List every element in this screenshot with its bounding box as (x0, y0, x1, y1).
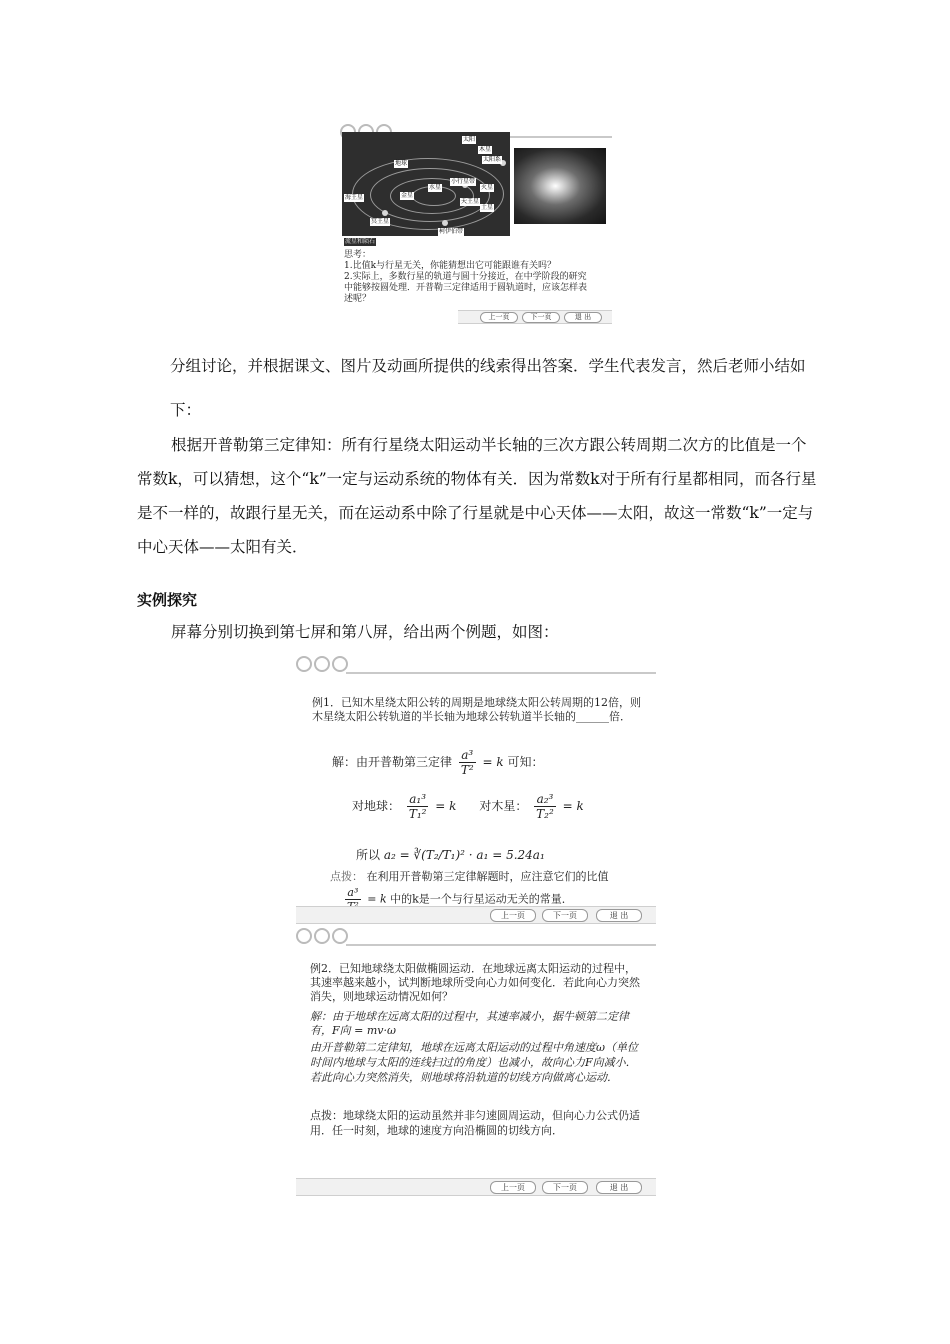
solution-suffix: 可知： (507, 755, 544, 769)
planet-label: 水星 (429, 184, 442, 191)
slide-nav-bar (296, 906, 656, 924)
example-2-tip: 点拨：地球绕太阳的运动虽然并非匀速圆周运动，但向心力公式仍适用．任一时刻，地球的速度方向沿椭圆的切线方向． (310, 1109, 640, 1137)
result-prefix: 所以 (356, 848, 381, 862)
planet-label: 太阳 (463, 136, 476, 143)
slide-example-2 (296, 928, 656, 1196)
tip-label: 点拨： (330, 870, 363, 883)
next-page-button[interactable]: 下一页 (542, 1181, 588, 1194)
slide-example-1 (296, 656, 656, 922)
solution-prefix: 解：由开普勒第三定律 (332, 755, 453, 769)
exit-button[interactable]: 退 出 (596, 909, 642, 922)
question-2: 2.实际上，多数行星的轨道与圆十分接近，在中学阶段的研究中能够按圆处理．开普勒三定律适用于圆轨道时，应该怎样表述呢？ (344, 272, 588, 304)
planet-label: 火星 (481, 184, 494, 191)
example-2-problem: 例2．已知地球绕太阳做椭圆运动．在地球远离太阳运动的过程中，其速率越来越小，试判断地球所受向心力如何变化．若此向心力突然消失，则地球运动情况如何？ (310, 962, 640, 1003)
section-heading: 实例探究 (137, 591, 198, 609)
galaxy-image (514, 148, 606, 224)
planet-label: 太阳系 (483, 156, 502, 163)
top-divider (346, 944, 656, 946)
gear-decoration (296, 928, 350, 944)
tip-line (330, 870, 650, 884)
jupiter-label: 对木星： (479, 799, 528, 813)
prev-page-button[interactable]: 上一页 (490, 1181, 536, 1194)
planet-label: 土星 (481, 204, 494, 211)
result-line (356, 846, 545, 863)
tip-text: 在利用开普勒第三定律解题时，应注意它们的比值 (366, 870, 609, 883)
planet-label: 柯伊伯带 (439, 228, 464, 235)
paragraph-discussion: 分组讨论，并根据课文、图片及动画所提供的线索得出答案．学生代表发言，然后老师小结如下： (170, 357, 806, 419)
slide-nav-bar (458, 310, 612, 324)
exit-button[interactable]: 退 出 (564, 312, 602, 323)
next-page-button[interactable]: 下一页 (542, 909, 588, 922)
result-formula: a₂ = ∛(T₂/T₁)² · a₁ = 5.24a₁ (383, 848, 545, 862)
exit-button[interactable]: 退 出 (596, 1181, 642, 1194)
planet-label: 小行星带 (451, 178, 476, 185)
tip-formula-line: a³ = k 中的k是一个与行星运动无关的常量． (342, 886, 573, 913)
question-1: 1.比值k与行星无关，你能猜想出它可能跟谁有关吗？ (344, 261, 557, 271)
earth-label: 对地球： (352, 799, 401, 813)
think-block (344, 250, 590, 305)
planet-label: 木星 (479, 146, 492, 153)
paragraph-kepler-conclusion: 根据开普勒第三定律知：所有行星绕太阳运动半长轴的三次方跟公转周期二次方的比值是一个常数k，可以猜想，这个“k”一定与运动系统的物体有关．因为常数k对于所有行星都相同，而各行星是不一样的，故跟行星无关，而在运动系中除了行星就是中心天体——太阳，故这一常数“k”一定与中心天体——太阳有关． (137, 436, 817, 556)
prev-page-button[interactable]: 上一页 (480, 312, 518, 323)
tip-text-2: 中的k是一个与行星运动无关的常量． (390, 892, 573, 906)
planet-label: 地球 (395, 160, 408, 167)
example-2-solution-2: 由开普勒第二定律知，地球在远离太阳运动的过程中角速度ω（单位时间内地球与太阳的连线扫过的角度）也减小，故向心力F向减小．若此向心力突然消失，则地球将沿轨道的切线方向做离心运动． (310, 1041, 638, 1084)
slide-solar-system (340, 124, 612, 326)
slide-nav-bar (296, 1178, 656, 1196)
example-2-solution-1: 解：由于地球在远离太阳的过程中，其速率减小，据牛顿第二定律有，F向 = mv·ω (310, 1010, 629, 1037)
paragraph-intro-examples: 屏幕分别切换到第七屏和第八屏，给出两个例题，如图： (171, 623, 559, 641)
think-title: 思考： (344, 250, 372, 260)
planet-label: 天王星 (461, 198, 480, 205)
planet-label: 海王星 (345, 194, 364, 201)
planet-label: 冥王星 (371, 218, 390, 225)
image-caption: 流星和陨石 (345, 238, 376, 245)
example-1-problem: 例1．已知木星绕太阳公转的周期是地球绕太阳公转周期的12倍，则木星绕太阳公转轨道的半长轴为地球公转轨道半长轴的______倍． (312, 696, 641, 723)
top-divider (346, 672, 656, 674)
planet-label: 金星 (401, 192, 414, 199)
earth-jupiter-line: 对地球： $\frac{\text{a₁³}}{\text{T₁²}}$ = k 对木星： $\frac{\text{a₂³}}{\text{T₂²}}$ = k (352, 792, 584, 821)
solar-system-image (342, 132, 510, 245)
prev-page-button[interactable]: 上一页 (490, 909, 536, 922)
gear-decoration (296, 656, 350, 672)
kepler-third-law-line: 解：由开普勒第三定律 $\frac{\text{a³}}{\text{T²}}$ = k 可知： (332, 748, 544, 777)
next-page-button[interactable]: 下一页 (522, 312, 560, 323)
